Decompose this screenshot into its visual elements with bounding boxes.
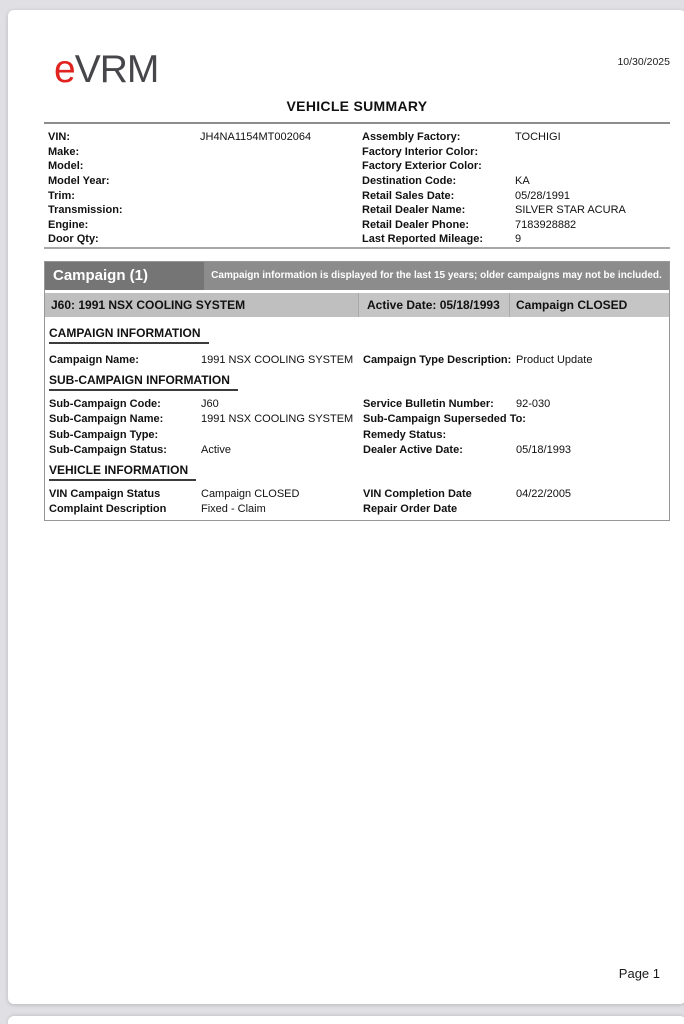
field-value: Campaign CLOSED: [201, 488, 300, 501]
vehicle-summary-row: [48, 130, 670, 145]
field-value: 04/22/2005: [516, 488, 572, 501]
field-label: Last Reported Mileage:: [362, 233, 484, 246]
field-label: Trim:: [48, 189, 75, 202]
detail-row: [49, 486, 663, 501]
campaign-information-table: [49, 352, 663, 367]
campaign-information-section: [49, 324, 663, 344]
field-label: Factory Interior Color:: [362, 145, 479, 158]
summary-bottom-divider: [44, 247, 670, 249]
field-value: 7183928882: [515, 218, 577, 231]
next-page-top-edge: [8, 1016, 684, 1024]
sub-campaign-information-table: [49, 396, 663, 457]
section-heading: SUB-CAMPAIGN INFORMATION: [49, 373, 238, 391]
field-label: Sub-Campaign Type:: [49, 428, 159, 441]
campaign-details: [45, 317, 669, 520]
field-value: Fixed - Claim: [201, 503, 266, 516]
field-value: 9: [515, 233, 522, 246]
campaign-active-date-cell: Active Date: 05/18/1993: [358, 293, 509, 317]
vehicle-information-table: [49, 486, 663, 517]
field-label: Make:: [48, 145, 80, 158]
field-label: Engine:: [48, 218, 89, 231]
field-label: Assembly Factory:: [362, 131, 461, 144]
field-label: Model Year:: [48, 175, 110, 188]
detail-row: [49, 427, 663, 442]
field-value: KA: [515, 175, 530, 188]
field-value: Product Update: [516, 353, 593, 366]
detail-row: [49, 412, 663, 427]
field-value: 05/18/1993: [516, 443, 572, 456]
evrm-logo: [54, 50, 158, 89]
detail-row: [49, 396, 663, 411]
field-value: JH4NA1154MT002064: [200, 131, 312, 144]
campaign-name-cell: J60: 1991 NSX COOLING SYSTEM: [45, 293, 358, 317]
report-date: 10/30/2025: [617, 56, 670, 68]
campaign-header-notice: Campaign information is displayed for the last 15 years; older campaigns may not be included.: [204, 262, 669, 290]
field-label: Factory Exterior Color:: [362, 160, 482, 173]
field-value: TOCHIGI: [515, 131, 561, 144]
vehicle-summary-row: [48, 203, 670, 218]
field-value: 1991 NSX COOLING SYSTEM: [201, 413, 354, 426]
field-label: Sub-Campaign Status:: [49, 443, 167, 456]
field-label: Campaign Name:: [49, 353, 139, 366]
campaign-subheader-bar: [45, 293, 669, 317]
vehicle-summary-table: [48, 130, 670, 247]
field-label: VIN Completion Date: [363, 488, 472, 501]
logo-letter-e: e: [54, 48, 75, 91]
field-label: Repair Order Date: [363, 503, 458, 516]
field-label: VIN:: [48, 131, 70, 144]
section-heading: VEHICLE INFORMATION: [49, 463, 196, 481]
vehicle-summary-row: [48, 232, 670, 247]
section-heading: CAMPAIGN INFORMATION: [49, 326, 209, 344]
field-label: Campaign Type Description:: [363, 353, 512, 366]
field-label: Sub-Campaign Superseded To:: [363, 413, 526, 426]
campaign-section-box: [44, 261, 670, 521]
field-value: 1991 NSX COOLING SYSTEM: [201, 353, 354, 366]
vehicle-summary-row: [48, 145, 670, 160]
document-page: [8, 10, 684, 1004]
document-title: VEHICLE SUMMARY: [286, 98, 428, 114]
field-value: Active: [201, 443, 231, 456]
field-value: 05/28/1991: [515, 189, 571, 202]
field-label: Model:: [48, 160, 84, 173]
field-label: Sub-Campaign Name:: [49, 413, 164, 426]
vehicle-summary-row: [48, 218, 670, 233]
vehicle-summary-row: [48, 159, 670, 174]
detail-row: [49, 352, 663, 367]
title-underline-rule: [44, 122, 670, 124]
field-label: Transmission:: [48, 204, 123, 217]
vehicle-summary-row: [48, 188, 670, 203]
field-label: Sub-Campaign Code:: [49, 397, 161, 410]
field-value: 92-030: [516, 397, 551, 410]
page-number: Page 1: [618, 966, 660, 981]
vehicle-information-section: [49, 461, 663, 481]
detail-row: [49, 442, 663, 457]
sub-campaign-information-section: [49, 371, 663, 391]
field-label: Service Bulletin Number:: [363, 397, 494, 410]
field-label: VIN Campaign Status: [49, 488, 161, 501]
field-label: Dealer Active Date:: [363, 443, 463, 456]
field-label: Destination Code:: [362, 175, 457, 188]
vehicle-summary-row: [48, 174, 670, 189]
logo-letters-vrm: VRM: [74, 48, 159, 91]
detail-row: [49, 502, 663, 517]
campaign-header-bar: [45, 262, 669, 290]
field-label: Retail Sales Date:: [362, 189, 455, 202]
field-label: Complaint Description: [49, 503, 167, 516]
campaign-status-cell: Campaign CLOSED: [509, 293, 669, 317]
field-label: Retail Dealer Name:: [362, 204, 466, 217]
field-label: Door Qty:: [48, 233, 99, 246]
field-value: J60: [201, 397, 219, 410]
campaign-header-title: Campaign (1): [45, 262, 204, 290]
field-label: Remedy Status:: [363, 428, 447, 441]
field-label: Retail Dealer Phone:: [362, 218, 469, 231]
field-value: SILVER STAR ACURA: [515, 204, 626, 217]
